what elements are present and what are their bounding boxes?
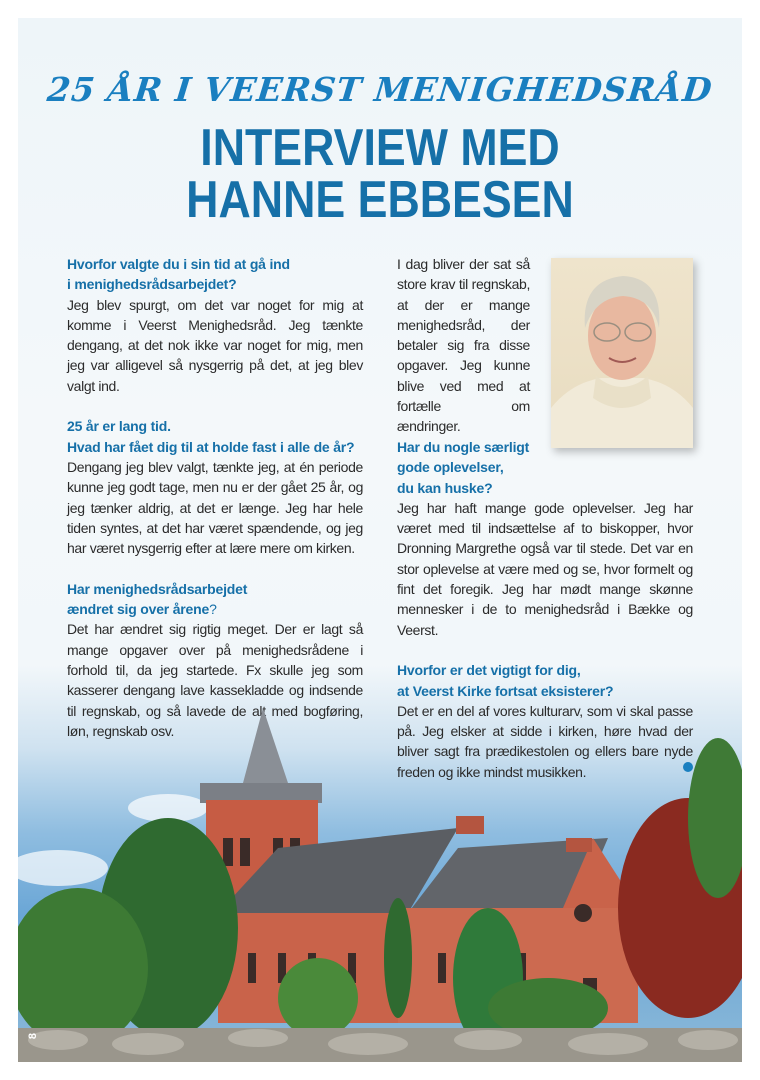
question-3: Har menighedsrådsarbejdet ændret sig over årene? — [67, 580, 248, 618]
portrait-illustration — [551, 258, 693, 448]
question-2: 25 år er lang tid. Hvad har fået dig til at holde fast i alle de år? — [67, 418, 355, 455]
answer-3: Det har ændret sig rigtig meget. Der er lagt så mange opgaver over på menighedsrådene i forhold til, da jeg startede. Fx skulle jeg som kasserer dengang lave kassekladde og indsende til regnskab, og så lavede de alt med bogføring, løn, regnskab osv. — [67, 621, 363, 739]
right-column-top — [397, 254, 530, 457]
question-1: Hvorfor valgte du i sin tid at gå ind i menighedsrådsarbejdet? — [67, 256, 290, 293]
answer-4: Jeg har haft mange gode oplevelser. Jeg har været med til indsættelse af to biskopper, hvor Dronning Margrethe også var til stede. Det var en stor oplevelse at være med og se, hvor formelt og fint det foregik. Jeg har mødt mange skønne mennesker i de to menighedsråd i Bække og Veerst. — [397, 499, 693, 638]
church-photo — [18, 688, 742, 1062]
title-line-2: HANNE EBBESEN — [186, 171, 574, 229]
portrait-photo — [551, 258, 693, 448]
answer-3-continued: I dag bliver der sat så store krav til regnskab, at der er mange menighedsråd, der betaler sig fra disse opgaver. Jeg kunne blive ved med at fortælle om ændringer. — [397, 256, 530, 435]
answer-5: Det er en del af vores kulturarv, som vi skal passe på. Jeg elsker at sidde i kirken, høre hvad der bliver sagt fra prædikestolen og ellers bare nyde freden og ikke mindst musikken. — [397, 702, 693, 780]
answer-2: Dengang jeg blev valgt, tænkte jeg, at én periode kunne jeg godt tage, men nu er der gået 25 år, og jeg tænker aldrig, at det er længe. Jeg har hele tiden syntes, at det har været spændende, og jeg har været nysgerrig efter at lære mere om kirken. — [67, 458, 363, 557]
kicker-heading: 25 ÅR I VEERST MENIGHEDSRÅD — [45, 70, 715, 109]
answer-1: Jeg blev spurgt, om det var noget for mig at komme i Veerst Menighedsråd. Jeg tænkte dengang, at det nok ikke var noget for mig, men jeg var alligevel så nysgerrig på det, at jeg blev valgt ind. — [67, 296, 363, 394]
title-line-1: INTERVIEW MED — [200, 119, 560, 177]
question-4: Har du nogle særligt gode oplevelser, du kan huske? — [397, 439, 530, 496]
left-column — [67, 254, 363, 761]
page-title — [69, 119, 692, 229]
magazine-page — [18, 18, 742, 1062]
page-number: 8 — [27, 1032, 40, 1040]
question-5: Hvorfor er det vigtigt for dig, at Veerst Kirke fortsat eksisterer? — [397, 662, 614, 699]
